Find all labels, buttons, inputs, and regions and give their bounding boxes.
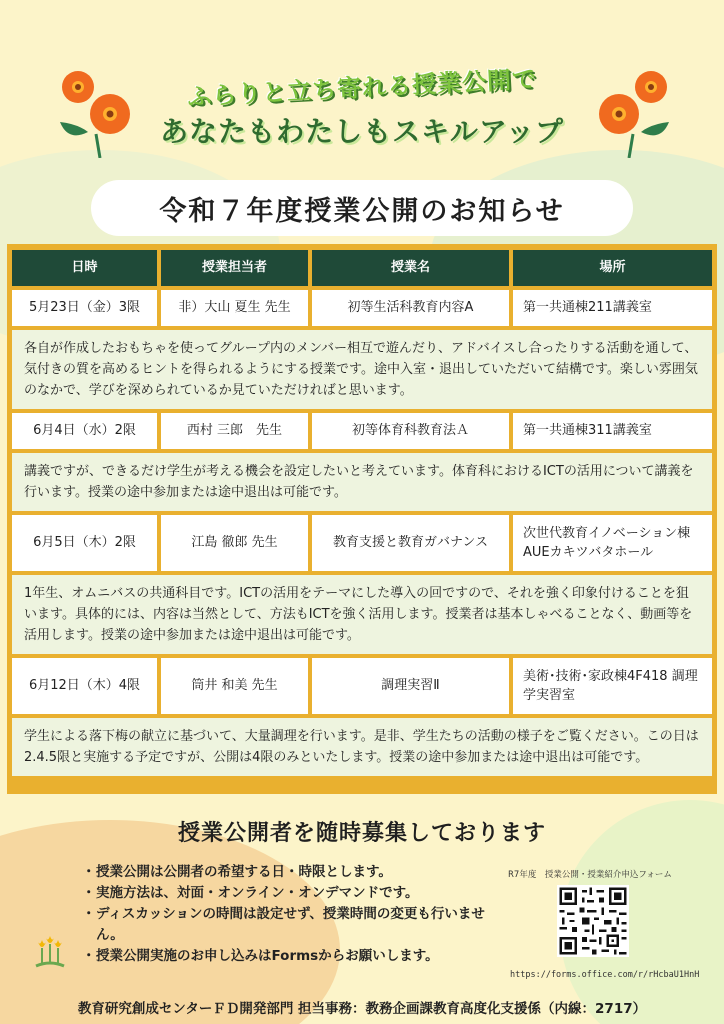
session-date: 6月12日（木）4限 <box>12 658 157 714</box>
session-course: 初等体育科教育法Ａ <box>312 413 509 449</box>
form-url[interactable]: https://forms.office.com/r/rHcbaU1HnH <box>510 970 700 980</box>
session-place: 第一共通棟311講義室 <box>513 413 712 449</box>
bullet-mark: ・ <box>82 885 96 901</box>
list-item-text: 授業公開は公開者の希望する日・時限とします。 <box>96 864 392 880</box>
column-header-place: 場所 <box>513 250 712 286</box>
session-description: 1年生、オムニバスの共通科目です。ICTの活用をテーマにした導入の回ですので、それを強く印象付けることを狙います。具体的には、内容は当然として、方法もICTを強く活用します。授業者は基本しゃべることなく、動画等を活用します。授業の途中参加または途中退出は可能です。 <box>12 575 712 654</box>
list-item <box>82 862 502 883</box>
bullet-mark: ・ <box>82 864 96 880</box>
schedule-table <box>7 244 717 794</box>
session-teacher: 非）大山 夏生 先生 <box>161 290 308 326</box>
session-teacher: 江島 徹郎 先生 <box>161 515 308 571</box>
qr-code-icon[interactable] <box>557 885 629 957</box>
session-teacher: 筒井 和美 先生 <box>161 658 308 714</box>
column-header-teacher: 授業担当者 <box>161 250 308 286</box>
column-header-date: 日時 <box>12 250 157 286</box>
header-tagline: ふらりと立ち寄れる授業公開で <box>186 64 538 112</box>
bullet-mark: ・ <box>82 948 96 964</box>
session-teacher: 西村 三郎 先生 <box>161 413 308 449</box>
list-item <box>82 883 502 904</box>
session-course: 初等生活科教育内容A <box>312 290 509 326</box>
session-description: 学生による落下梅の献立に基づいて、大量調理を行います。是非、学生たちの活動の様子をご覧ください。この日は2.4.5限と実施する予定ですが、公開は4限のみといたします。授業の途中参加または途中退出は可能です。 <box>12 718 712 776</box>
table-header-row <box>12 250 712 286</box>
list-item <box>82 904 502 946</box>
session-date: 6月5日（木）2限 <box>12 515 157 571</box>
session-course: 調理実習Ⅱ <box>312 658 509 714</box>
session-date: 5月23日（金）3限 <box>12 290 157 326</box>
session-place: 第一共通棟211講義室 <box>513 290 712 326</box>
list-item-text: ディスカッションの時間は設定せず、授業時間の変更も行いません。 <box>96 906 485 943</box>
list-item <box>82 946 502 967</box>
session-place: 次世代教育イノベーション棟 AUEカキツバタホール <box>513 515 712 571</box>
table-row <box>12 413 712 449</box>
bullet-mark: ・ <box>82 906 96 922</box>
table-row <box>12 515 712 571</box>
session-course: 教育支援と教育ガバナンス <box>312 515 509 571</box>
list-item-text: 実施方法は、対面・オンライン・オンデマンドです。 <box>96 885 419 901</box>
session-place: 美術･技術･家政棟4F418 調理学実習室 <box>513 658 712 714</box>
table-row <box>12 290 712 326</box>
table-row <box>12 658 712 714</box>
form-label: R7年度 授業公開・授業紹介申込フォーム <box>508 870 672 880</box>
page-title: 令和７年度授業公開のお知らせ <box>91 180 633 236</box>
header-subtitle: あなたもわたしもスキルアップ <box>160 115 564 148</box>
footer-contact: 教育研究創成センターＦＤ開発部門 担当事務：教務企画課教育高度化支援係（内線：2717） <box>77 1001 647 1017</box>
session-date: 6月4日（水）2限 <box>12 413 157 449</box>
session-description: 講義ですが、できるだけ学生が考える機会を設定したいと考えています。体育科におけるICTの活用について講義を行います。授業の途中参加または途中退出は可能です。 <box>12 453 712 511</box>
list-item-text: 授業公開実施のお申し込みはFormsからお願いします。 <box>96 948 439 964</box>
column-header-course: 授業名 <box>312 250 509 286</box>
tulip-icon <box>30 930 70 970</box>
recruit-list <box>82 862 502 967</box>
session-description: 各自が作成したおもちゃを使ってグループ内のメンバー相互で遊んだり、アドバイスし合ったりする活動を通して、気付きの質を高めるヒントを得られるようにする授業です。途中入室・退出していただいて結構です。楽しい雰囲気のなかで、学びを深められているか見ていただければと思います。 <box>12 330 712 409</box>
recruit-title: 授業公開者を随時募集しております <box>177 821 546 846</box>
